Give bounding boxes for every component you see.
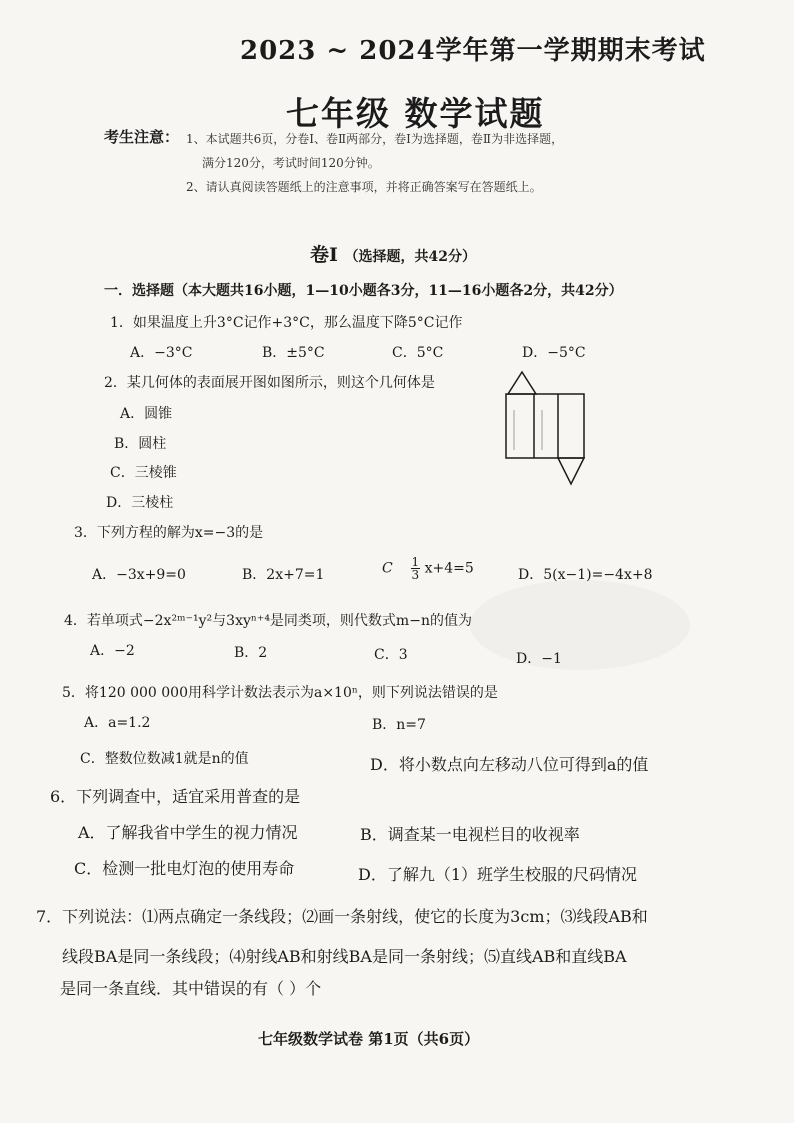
question-1-stem: 1．如果温度上升3°C记作+3°C，那么温度下降5°C记作: [110, 315, 463, 331]
question-5-option-b: B．n=7: [372, 717, 426, 733]
notice-label: 考生注意：: [104, 128, 180, 146]
question-6-option-c: C．检测一批电灯泡的使用寿命: [74, 859, 295, 878]
page-footer: 七年级数学试卷 第1页（共6页）: [258, 1030, 480, 1048]
notice-line-1: 1、本试题共6页，分卷Ⅰ、卷Ⅱ两部分，卷Ⅰ为选择题，卷Ⅱ为非选择题，: [186, 132, 564, 146]
notice-line-1b: 满分120分，考试时间120分钟。: [202, 156, 380, 170]
paper-smudge: [470, 580, 690, 670]
section-name: 卷Ⅰ: [310, 244, 338, 266]
question-2-option-b: B．圆柱: [114, 436, 167, 452]
question-5-option-c: C．整数位数减1就是n的值: [80, 751, 249, 767]
question-1-option-c: C．5°C: [392, 345, 444, 361]
section-subtitle: （选择题，共42分）: [344, 249, 476, 265]
question-6-option-d: D．了解九（1）班学生校服的尺码情况: [358, 865, 638, 884]
question-5-stem: 5．将120 000 000用科学计数法表示为a×10ⁿ，则下列说法错误的是: [62, 685, 498, 701]
question-3-option-c: C $\frac{1}{3}$ x+4=5: [382, 555, 474, 582]
net-bottom-triangle: [558, 458, 584, 484]
question-1-option-d: D．−5°C: [522, 345, 586, 361]
question-2-option-c: C．三棱锥: [110, 465, 177, 481]
net-rectangles: [506, 394, 584, 458]
question-4-stem: 4．若单项式−2x²ᵐ⁻¹y²与3xyⁿ⁺⁴是同类项，则代数式m−n的值为: [64, 613, 472, 629]
question-5-option-a: A．a=1.2: [84, 715, 151, 731]
question-7-line-2: 线段BA是同一条线段；⑷射线AB和射线BA是同一条射线；⑸直线AB和直线BA: [62, 947, 627, 966]
question-6-option-b: B．调查某一电视栏目的收视率: [360, 825, 580, 844]
question-6-stem: 6．下列调查中，适宜采用普查的是: [50, 787, 301, 806]
question-1-option-a: A．−3°C: [130, 345, 193, 361]
question-4-option-d: D．−1: [516, 651, 562, 667]
section-title: [310, 240, 476, 267]
question-5-option-d: D．将小数点向左移动八位可得到a的值: [370, 755, 649, 774]
question-3-option-a: A．−3x+9=0: [92, 567, 186, 583]
question-3-option-b: B．2x+7=1: [242, 567, 325, 583]
part-label: 一．选择题（本大题共16小题，1—10小题各3分，11—16小题各2分，共42分）: [104, 283, 623, 299]
fraction-one-third: $\frac{1}{3}$: [411, 555, 420, 582]
question-1-option-b: B．±5°C: [262, 345, 325, 361]
question-3-option-d: D．5(x−1)=−4x+8: [518, 567, 653, 583]
question-4-option-b: B．2: [234, 645, 268, 661]
question-2-option-d: D．三棱柱: [106, 495, 174, 511]
question-4-option-a: A．−2: [90, 643, 135, 659]
question-7-line-3: 是同一条直线．其中错误的有（ ）个: [60, 979, 322, 998]
question-4-option-c: C．3: [374, 647, 408, 663]
question-7-line-1: 7．下列说法：⑴两点确定一条线段；⑵画一条射线，使它的长度为3cm；⑶线段AB和: [36, 907, 648, 926]
exam-title: 2023 ~ 2024学年第一学期期末考试: [240, 36, 706, 66]
question-2-stem: 2．某几何体的表面展开图如图所示，则这个几何体是: [104, 375, 435, 391]
net-top-triangle: [508, 372, 536, 394]
prism-net-figure: [498, 370, 594, 488]
question-3-stem: 3．下列方程的解为x=−3的是: [74, 525, 264, 541]
notice-line-2: 2、请认真阅读答题纸上的注意事项，并将正确答案写在答题纸上。: [186, 180, 542, 194]
question-2-option-a: A．圆锥: [120, 406, 173, 422]
question-6-option-a: A．了解我省中学生的视力情况: [78, 823, 298, 842]
exam-subtitle: 七年级 数学试题: [286, 94, 545, 133]
